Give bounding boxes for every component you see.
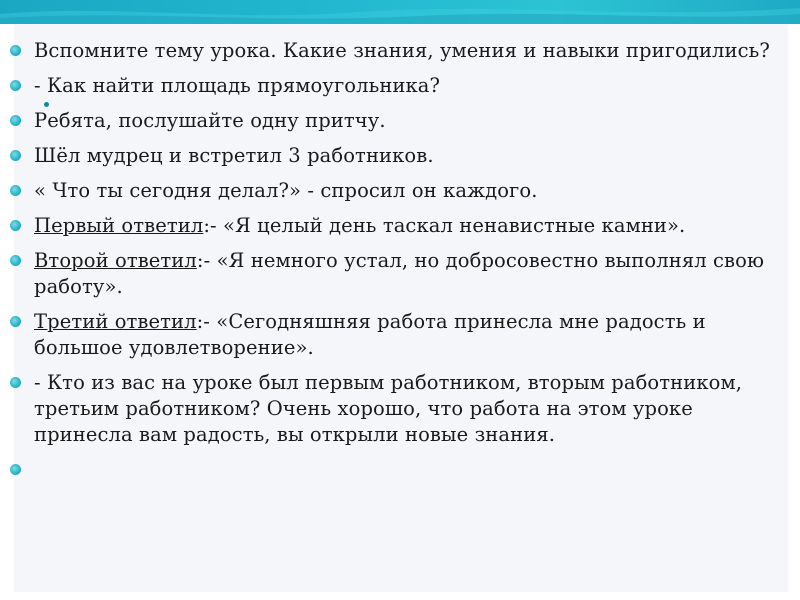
list-item (8, 73, 788, 99)
top-banner (0, 0, 800, 24)
list-item (8, 309, 788, 361)
bullet-list (8, 38, 788, 457)
right-margin (788, 24, 800, 600)
item-text: - Как найти площадь прямоугольника? (34, 74, 441, 97)
banner-wave-decoration (0, 0, 800, 24)
list-item (8, 248, 788, 300)
item-text: :- «Я целый день таскал ненавистные камни». (203, 214, 686, 237)
bullet-icon (10, 316, 21, 327)
list-item (8, 178, 788, 204)
item-text: « Что ты сегодня делал?» - спросил он каждого. (34, 179, 538, 202)
bullet-icon (10, 80, 21, 91)
bullet-icon (10, 377, 21, 388)
item-text: :- «Я немного устал, но добросовестно выполнял свою работу». (34, 249, 765, 298)
bullet-icon (10, 220, 21, 231)
bullet-icon (10, 255, 21, 266)
list-item (8, 108, 788, 134)
speaker-label: Второй ответил (34, 249, 197, 272)
speaker-label: Первый ответил (34, 214, 204, 237)
bullet-icon (10, 464, 21, 475)
list-item (8, 38, 788, 64)
item-text: Ребята, послушайте одну притчу. (34, 109, 386, 132)
item-text: :- «Сегодняшняя работа принесла мне радость и большое удовлетворение». (34, 310, 706, 359)
bullet-icon (10, 45, 21, 56)
list-item (8, 370, 788, 448)
list-item (8, 143, 788, 169)
list-item (8, 213, 788, 239)
item-text: Вспомните тему урока. Какие знания, умения и навыки пригодились? (34, 39, 770, 62)
bullet-icon (10, 185, 21, 196)
item-text: Шёл мудрец и встретил 3 работников. (34, 144, 434, 167)
bullet-icon (10, 115, 21, 126)
bottom-margin (0, 592, 800, 600)
item-text: - Кто из вас на уроке был первым работником, вторым работником, третьим работником? Очень хорошо, что работа на этом уроке принесла вам радость, вы открыли новые знания. (34, 371, 743, 446)
speaker-label: Третий ответил (34, 310, 197, 333)
bullet-icon (10, 150, 21, 161)
